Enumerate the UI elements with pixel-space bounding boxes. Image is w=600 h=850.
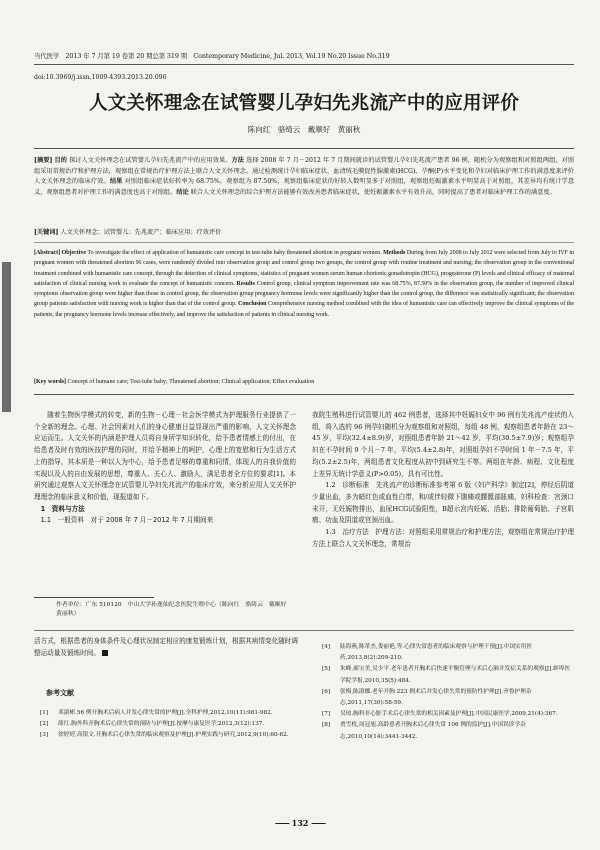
cn-results-label: 结果 (109, 178, 123, 186)
en-conclusion-label: Conclusion (238, 301, 267, 308)
cn-objective-label: 目的 (54, 157, 67, 164)
page-edge-mark (2, 262, 11, 412)
journal-header: 当代医学 2013 年 7 月第 19 卷第 20 期总第 319 期 Contemporary Medicine, Jul. 2013, Vol.19 No.20 Issue No.319 (34, 52, 390, 60)
doi-line: doi:10.3969/j.issn.1009-4393.2013.20.096 (34, 74, 167, 81)
treatment-paragraph: 1.3 治疗方法 护理方法：对照组采用常规治疗和护理方法，观察组在常规治疗护理方法上联合人文关怀理念，常规治 (312, 528, 574, 548)
english-keywords (34, 377, 574, 387)
reference-item: [4] 陆海燕,陈革杰,娄丽艳,等.心律失常患者的临床观察与护理干预[J].中国实用医药,2013,8(2):209-210. (322, 644, 533, 662)
cn-conclusion-label: 结论 (176, 188, 189, 196)
en-conclusion-text: Comprehensive nursing method combined with the idea of humanistic care can effectively improve the clinical symptoms of the patients, the pregnancy hormone levels increase effectively, and improve the satisfaction of patients in clinical nursing work. (34, 301, 574, 318)
en-methods-text: During from July 2008 to July 2012 were selected from July to IVF in pregnant women with threatened abortion 96 cases, were randomly divided into observation group and control group two groups, the control group with routine treatment and nursing; the observation group in the conventional treatment combined with humanistic care concept, through the detection of clinical symptoms, statistics of pregnant women serum human chorionic gonadotropin (HCG), progesterone (P) levels and clinical efficacy of maternal satisfaction of clinical nursing work to evaluate the concept of humanistic concern. (34, 250, 574, 287)
reference-item: [2] 薛红.胸外科开胸术后心律失常的预防与护理[J].按摩与康复医学,2012,3(12):137. (40, 721, 265, 728)
continued-text (34, 636, 298, 659)
author-affiliation-footnote: 作者单位：广东 510120 中山大学孙逸仙纪念医院生殖中心（陈向红 骆绮云 戴顺好 黄丽秋） (56, 602, 293, 617)
references-heading: 参考文献 (46, 689, 74, 697)
en-results-label: Results (236, 280, 255, 287)
intro-paragraph: 随着生物医学模式的转变，新的生物－心理－社会医学模式为护理服务行业提供了一个全新的理念。心理、社会因素对人们的身心健康日益显现出严重的影响，人文关怀理念应运而生。人文关怀的内涵是护理人员将自身所学知识转化，给予患者情感上的付出，在给患者及时有效的医技护理的同时，并给予精神上的呵护，心理上的宽慰和行为生活方式上的指导，其本质是一种以人为中心，给予患者足够的尊重和同情，体现人的自我价值的实现以及人的自由发展的思想，尊重人、关心人、激励人，满足患者全方位的要求[1]。本研究通过观察人文关怀理念在试管婴儿孕妇先兆流产的临床疗效，来分析应用人文关怀护理理念的临床意义和价值，现报道如下。 (34, 411, 296, 501)
section-1-heading: 1 资料与方法 (40, 504, 85, 513)
chinese-abstract (34, 156, 574, 198)
en-abstract-label: [Abstract] (34, 250, 61, 256)
section-1-1-text: 1.1 一般资料 对于 2008 年 7 月－2012 年 7 月期间来 (40, 516, 214, 525)
materials-paragraph: 我院生殖科进行试管婴儿的 462 例患者，选择其中妊娠妇女中 96 例有先兆流产症状的入组，将入选的 96 例孕妇随机分为观察组和对照组，每组 48 例，观察组患者年龄在 23～45 岁，平均(32.4±8.9)岁，对照组患者年龄 21～42 岁，平均(30.5±7.9)岁；观察组孕妇在不孕时间 9 个月－7 年，平均(5.4±2.8)年，对照组孕妇不孕时间 1 年－7.5 年，平均(5.2±2.5)年，两组患者文化程度从初中到研究生不等。两组在年龄、病程、文化程度上差异无统计学意义(P>0.05)，具有可比性。 (312, 411, 574, 478)
en-objective-text: To investigate the effect of application of humanistic care concept in test-tube baby threatened abortion in pregnant women. (87, 250, 382, 256)
references-left (40, 708, 292, 742)
chinese-keywords (34, 228, 574, 238)
reference-item: [8] 贾雪枚,周冠旭.高龄患者开胸术后心律失常 106 例的监护[J].中国误诊学杂志,2010,10(14):3441-3442. (322, 722, 526, 740)
end-mark-icon (102, 650, 108, 656)
page-number: —— 132 —— (274, 818, 326, 828)
cn-methods-label: 方法 (231, 157, 245, 164)
page-number-value: 132 (291, 818, 309, 828)
cn-keywords-text: 人文关怀理念；试管婴儿；先兆流产；临床应用；疗效评价 (60, 229, 222, 236)
article-title: 人文关怀理念在试管婴儿孕妇先兆流产中的应用评价 (88, 93, 520, 114)
continued-text-body: 活方式，根据患者的身体条件及心理状况制定相应的康复锻炼计划，根据其病情变化随时调整运动量及锻炼时间。 (34, 637, 298, 657)
diagnosis-paragraph: 1.2 诊断标准 先兆流产的诊断标准参考第 6 版《妇产科学》制定[2]，停经后阴道少量出血，多为暗红色或血性白带，和/或伴轻微下腹痛或腰骶部胀痛，妇科检查：宫颈口未开，无妊娠物排出，血尿HCG试验阳性，B超示宫内妊娠、活胎；排除葡萄胎、子宫肌瘤、功血及阴道或宫颈出血。 (312, 481, 574, 525)
footnote-divider (34, 597, 154, 598)
author-list: 陈向红 骆绮云 戴顺好 黄丽秋 (247, 125, 361, 134)
reference-item: [6] 张梅,陈淑娜.老年开胸 223 例术后并发心律失常的预防性护理[J].齐鲁护理杂志,2011,17(30):58-59. (322, 688, 532, 707)
abstract-top-divider (34, 148, 574, 149)
en-objective-label: Objective (61, 250, 86, 256)
references-right (322, 642, 574, 743)
reference-item: [1] 邓淑彬.56 例开胸术后病人并发心律失常的护理[J].全科护理,2012,10(11):981-982. (40, 710, 273, 716)
reference-item: [5] 朱峰,郝宝美,吴少平.老年患者开胸术后快速平衡管理与术后心肺并发症关系的观察[J].蚌埠医学院学报,2010,35(5):484. (322, 666, 571, 684)
en-keywords-text: Concept of humane care; Test-tube baby; Threatened abortion; Clinical application; Effect evaluation (67, 379, 315, 385)
reference-item: [3] 徐婷婷,高银文.开胸术后心律失常的临床观察及护理[J].护理实践与研究,2012,9(10):60-62. (40, 732, 289, 739)
body-right-column (312, 410, 574, 550)
cn-abstract-label: [摘要] (34, 157, 53, 164)
cn-conclusion-text: 联合人文关怀理念的综合护理方法能够有效改善患者临床症状，使妊娠激素水平有效升高，同时提高了患者对临床护理工作的满意度。 (190, 188, 556, 196)
en-keywords-label: [Key words] (34, 379, 66, 385)
abstract-mid-divider (34, 242, 574, 243)
page-break-divider (34, 630, 574, 631)
en-results-text: Control group, clinical symptom improvement rate was 68.75%, 87.50% in the observation group, the number of improved clinical symptoms observation group were higher than those in control group, the observation group pregnancy hormone levels were significantly higher than the control group, the difference was statistically significant; the observation group patients satisfaction with nursing work is higher than that of the control group. (34, 280, 574, 308)
cn-results-text: 对照组临床症状好转率为 68.75%，观察组为 87.50%，观察组临床症状的好转人数明显多于对照组，观察组妊娠激素水平明显高于对照组，其差异均有统计学意义，观察组患者对护理工作的满意度也高于对照组。 (34, 178, 575, 196)
cn-methods-text: 选择 2008 年 7 月－2012 年 7 月期间就诊的试管婴儿孕妇先兆流产患者 96 例，随机分为观察组和对照组两组，对照组采用常规治疗和护理方法，观察组在常规治疗护理方法上联合人文关怀理念。通过检测统计孕妇临床症状、血清绒毛膜促性腺激素(HCG)、孕酮(P)水平变化和孕妇对临床护理工作的满意度来评价人文关怀理念的临床疗效。 (34, 157, 575, 186)
body-left-column (34, 410, 296, 527)
reference-item: [7] 吴琼.胸科非心脏手术后心律失常的相关因素及护理[J].中国民康医学,2009,21(4):367. (322, 711, 558, 718)
en-methods-label: Methods (383, 250, 406, 256)
abstract-bottom-divider (34, 394, 574, 395)
cn-objective-text: 探讨人文关怀理念在试管婴儿孕妇先兆流产中的应用效果。 (69, 157, 232, 164)
cn-keywords-label: [关键词] (34, 229, 59, 236)
header-divider (34, 64, 574, 65)
english-abstract (34, 248, 574, 320)
